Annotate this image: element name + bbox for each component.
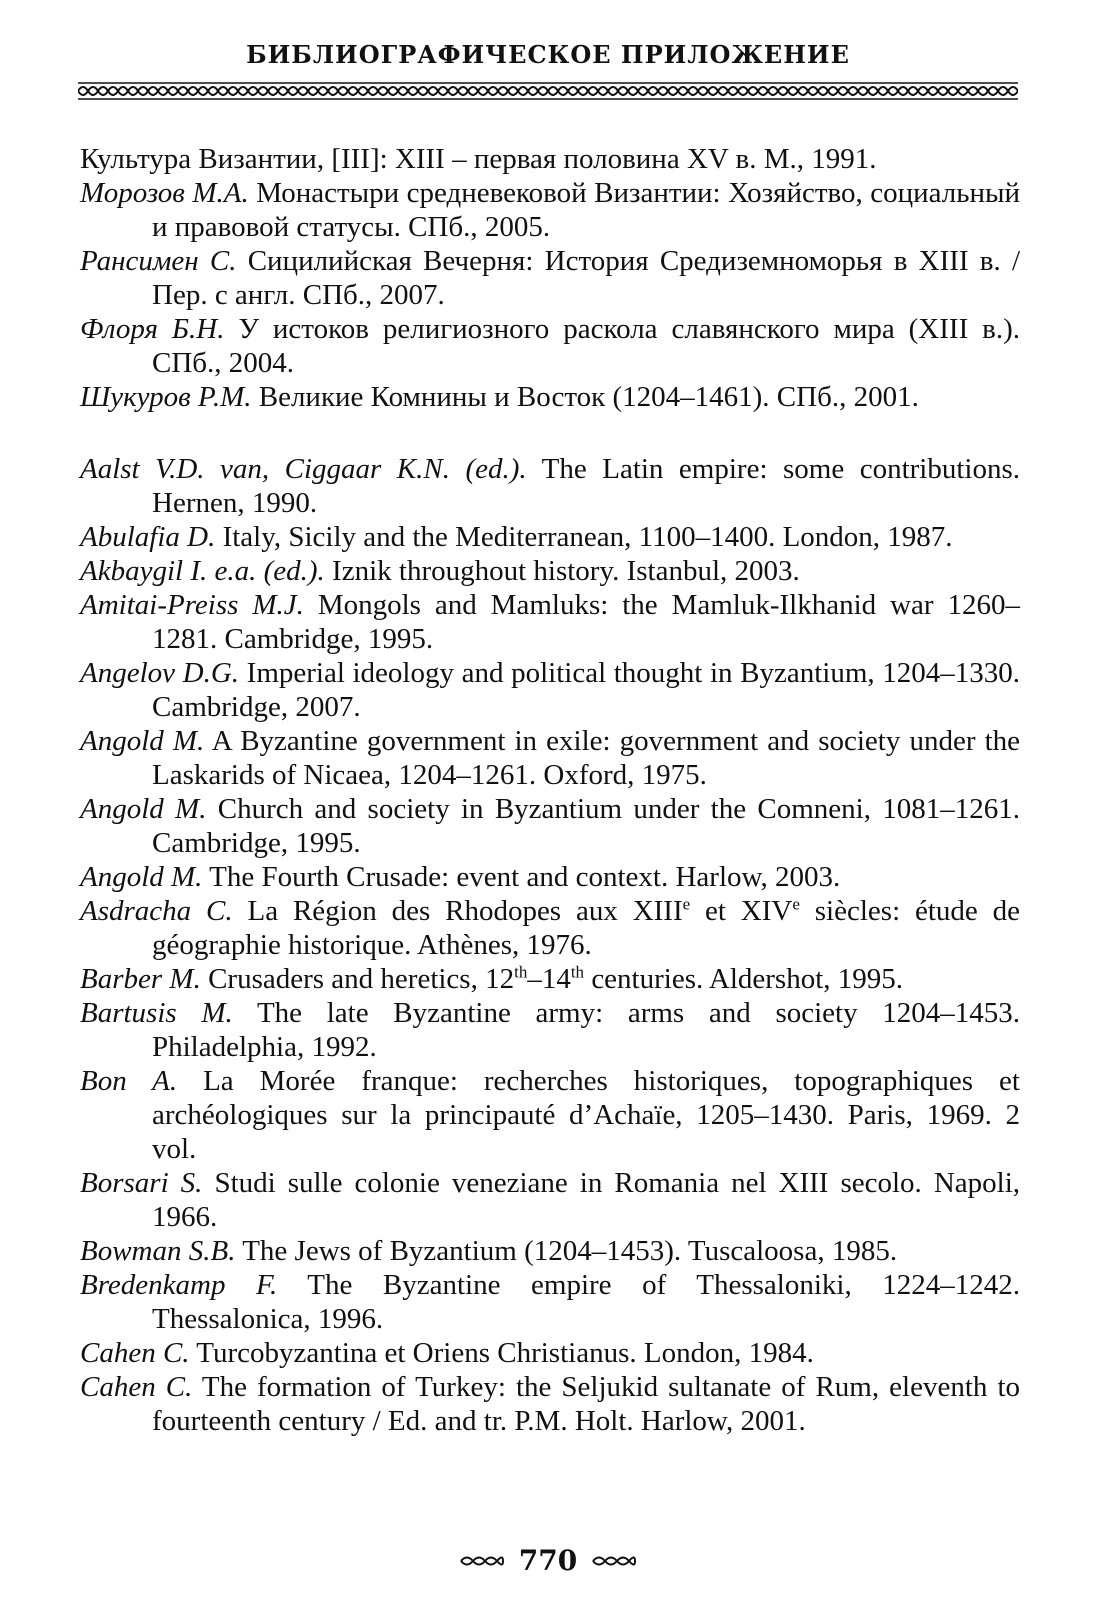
entry-text: Великие Комнины и Восток (1204–1461). СПб., 2001. [258, 381, 919, 413]
entry-author: Шукуров Р.М. [80, 381, 252, 413]
bib-entry [80, 554, 1020, 588]
entry-text: The Byzantine empire of Thessaloniki, 1224–1242. Thessalonica, 1996. [152, 1269, 1020, 1335]
entry-author: Cahen C. [80, 1371, 193, 1403]
entry-author: Bredenkamp F. [80, 1269, 278, 1301]
entry-author: Aalst V.D. van, Ciggaar K.N. (ed.). [80, 453, 527, 485]
bib-entry [80, 452, 1020, 520]
bib-entry [80, 142, 1020, 176]
running-head: БИБЛИОГРАФИЧЕСКОЕ ПРИЛОЖЕНИЕ [246, 40, 850, 69]
entry-text: Сицилийская Вечерня: История Средиземноморья в XIII в. / Пер. с англ. СПб., 2007. [152, 245, 1021, 311]
entry-text: The late Byzantine army: arms and society 1204–1453. Philadelphia, 1992. [152, 997, 1021, 1063]
entry-author: Akbaygil I. e.a. (ed.). [80, 555, 325, 587]
entry-author: Barber M. [80, 963, 201, 995]
bib-entry [80, 176, 1020, 244]
bib-entry [80, 1268, 1020, 1336]
entry-author: Cahen C. [80, 1337, 190, 1369]
entry-text: Mongols and Mamluks: the Mamluk-Ilkhanid war 1260–1281. Cambridge, 1995. [152, 589, 1020, 655]
entry-author: Рансимен С. [80, 245, 237, 277]
bib-entry [80, 656, 1020, 724]
russian-bibliography [80, 142, 1020, 414]
bib-entry [80, 792, 1020, 860]
entry-text: –14 [527, 963, 571, 995]
entry-author: Bartusis M. [80, 997, 233, 1029]
entry-text: Iznik throughout history. Istanbul, 2003. [332, 555, 800, 587]
bib-entry [80, 894, 1020, 962]
entry-text: La Région des Rhodopes aux XIII [247, 895, 683, 927]
entry-text: A Byzantine government in exile: government and society under the Laskarids of Nicaea, 1204–1261. Oxford, 1975. [152, 725, 1020, 791]
entry-text: Монастыри средневековой Византии: Хозяйство, социальный и правовой статусы. СПб., 2005. [152, 177, 1021, 243]
entry-author: Морозов М.А. [80, 177, 249, 209]
bib-entry [80, 1336, 1020, 1370]
entry-text: У истоков религиозного раскола славянского мира (XIII в.). СПб., 2004. [152, 313, 1021, 379]
bib-entry [80, 1370, 1020, 1438]
entry-author: Angold M. [80, 793, 207, 825]
footer-ornament-right-icon [591, 1553, 637, 1569]
entry-text: centuries. Aldershot, 1995. [584, 963, 904, 995]
bib-entry [80, 1234, 1020, 1268]
ornament-band [78, 82, 1018, 100]
bib-entry [80, 520, 1020, 554]
entry-text: Imperial ideology and political thought in Byzantium, 1204–1330. Cambridge, 2007. [152, 657, 1021, 723]
page-number: 770 [518, 1544, 578, 1577]
entry-text: Turcobyzantina et Oriens Christianus. London, 1984. [196, 1337, 814, 1369]
entry-text: The Fourth Crusade: event and context. Harlow, 2003. [209, 861, 841, 893]
entry-author: Флоря Б.Н. [80, 313, 225, 345]
entry-author: Amitai-Preiss M.J. [80, 589, 304, 621]
superscript: e [792, 894, 800, 914]
entry-text: Crusaders and heretics, 12 [208, 963, 515, 995]
foreign-bibliography [80, 452, 1020, 1438]
footer-ornament-left-icon [459, 1553, 505, 1569]
entry-author: Bowman S.B. [80, 1235, 236, 1267]
bib-entry [80, 860, 1020, 894]
superscript: th [514, 962, 528, 982]
page-footer [0, 1544, 1096, 1577]
bib-entry [80, 996, 1020, 1064]
entry-text: et XIV [690, 895, 793, 927]
entry-text: Studi sulle colonie veneziane in Romania nel XIII secolo. Napoli, 1966. [152, 1167, 1021, 1233]
entry-author: Angold M. [80, 861, 203, 893]
entry-text: Italy, Sicily and the Mediterranean, 1100–1400. London, 1987. [222, 521, 953, 553]
bib-entry [80, 1166, 1020, 1234]
bib-entry [80, 962, 1020, 996]
entry-text: siècles: étude de géographie historique. Athènes, 1976. [152, 895, 1021, 961]
entry-text: Church and society in Byzantium under the Comneni, 1081–1261. Cambridge, 1995. [152, 793, 1020, 859]
bib-entry [80, 312, 1020, 380]
bib-entry [80, 244, 1020, 312]
entry-text: The formation of Turkey: the Seljukid sultanate of Rum, eleventh to fourteenth century / Ed. and tr. P.M. Holt. Harlow, 2001. [152, 1371, 1020, 1437]
entry-author: Bon A. [80, 1065, 178, 1097]
entry-text: The Jews of Byzantium (1204–1453). Tuscaloosa, 1985. [242, 1235, 898, 1267]
bib-entry [80, 588, 1020, 656]
entry-author: Borsari S. [80, 1167, 203, 1199]
bib-entry [80, 380, 1020, 414]
entry-author: Angelov D.G. [80, 657, 240, 689]
bib-entry [80, 724, 1020, 792]
entry-text: La Morée franque: recherches historiques, topographiques et archéologiques sur la principauté d’Achaïe, 1205–1430. Paris, 1969. 2 vol. [152, 1065, 1020, 1165]
entry-author: Asdracha C. [80, 895, 233, 927]
entry-text: The Latin empire: some contributions. Hernen, 1990. [152, 453, 1020, 519]
superscript: th [570, 962, 585, 982]
bib-entry [80, 1064, 1020, 1166]
entry-author: Abulafia D. [80, 521, 216, 553]
superscript: e [682, 894, 691, 914]
entry-text: Культура Византии, [III]: XIII – первая половина XV в. М., 1991. [80, 143, 877, 175]
entry-author: Angold M. [80, 725, 205, 757]
